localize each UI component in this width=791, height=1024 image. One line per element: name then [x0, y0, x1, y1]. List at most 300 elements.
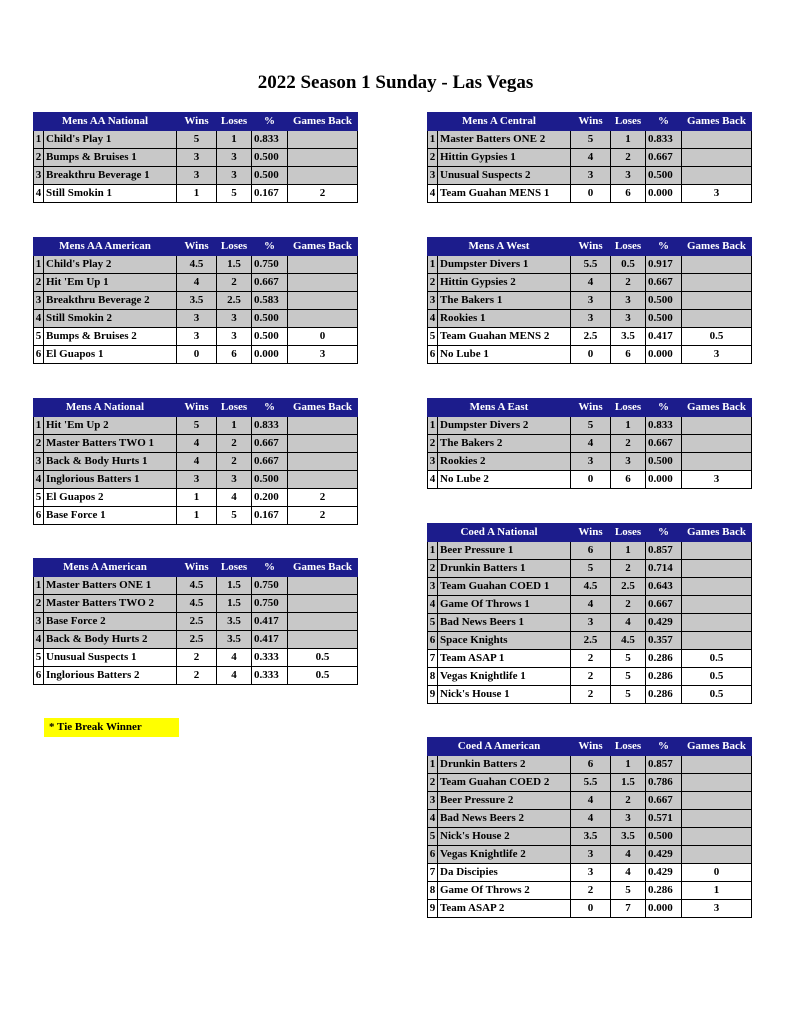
loses-cell: 2	[611, 560, 646, 578]
wins-cell: 3	[177, 167, 217, 185]
pct-cell: 0.500	[252, 471, 288, 489]
games-back-cell: 0.5	[682, 650, 752, 668]
rank-cell: 6	[428, 346, 438, 364]
games-back-cell	[682, 310, 752, 328]
team-cell: Team Guahan COED 2	[438, 774, 571, 792]
loses-header: Loses	[217, 559, 252, 577]
rank-cell: 9	[428, 686, 438, 704]
rank-cell: 4	[428, 810, 438, 828]
games-back-header: Games Back	[288, 559, 358, 577]
pct-cell: 0.833	[252, 131, 288, 149]
rank-cell: 6	[34, 346, 44, 364]
loses-cell: 2	[611, 435, 646, 453]
standings-table	[427, 398, 752, 489]
team-cell: Team ASAP 2	[438, 900, 571, 918]
table-row	[34, 471, 358, 489]
pct-cell: 0.750	[252, 595, 288, 613]
table-row	[34, 613, 358, 631]
pct-cell: 0.500	[252, 310, 288, 328]
rank-cell: 5	[428, 614, 438, 632]
team-cell: Vegas Knightlife 2	[438, 846, 571, 864]
table-row	[34, 595, 358, 613]
loses-cell: 5	[611, 668, 646, 686]
rank-cell: 5	[428, 328, 438, 346]
table-row	[428, 274, 752, 292]
pct-cell: 0.333	[252, 667, 288, 685]
pct-cell: 0.167	[252, 507, 288, 525]
pct-cell: 0.643	[646, 578, 682, 596]
games-back-cell	[682, 542, 752, 560]
standings-table	[33, 398, 358, 525]
loses-cell: 4	[217, 649, 252, 667]
pct-header: %	[252, 238, 288, 256]
team-cell: Master Batters ONE 1	[44, 577, 177, 595]
games-back-cell	[682, 596, 752, 614]
team-cell: Beer Pressure 2	[438, 792, 571, 810]
standings-table	[427, 737, 752, 918]
wins-cell: 2	[177, 649, 217, 667]
pct-header: %	[646, 113, 682, 131]
team-cell: Child's Play 1	[44, 131, 177, 149]
wins-cell: 3.5	[177, 292, 217, 310]
wins-cell: 3	[571, 292, 611, 310]
table-row	[34, 489, 358, 507]
table-row	[428, 471, 752, 489]
table-header-row	[34, 113, 358, 131]
wins-cell: 3	[177, 149, 217, 167]
division-name: Mens A Central	[428, 113, 571, 131]
table-row	[34, 310, 358, 328]
loses-cell: 3	[217, 310, 252, 328]
games-back-cell	[682, 167, 752, 185]
wins-cell: 4.5	[177, 256, 217, 274]
rank-cell: 7	[428, 650, 438, 668]
wins-cell: 1	[177, 185, 217, 203]
games-back-cell: 2	[288, 489, 358, 507]
games-back-cell	[682, 274, 752, 292]
team-cell: Bumps & Bruises 2	[44, 328, 177, 346]
team-cell: Base Force 1	[44, 507, 177, 525]
division-name: Mens AA National	[34, 113, 177, 131]
wins-cell: 3	[571, 614, 611, 632]
games-back-cell	[288, 292, 358, 310]
loses-cell: 2.5	[217, 292, 252, 310]
division-name: Mens A American	[34, 559, 177, 577]
rank-cell: 5	[34, 328, 44, 346]
table-row	[428, 435, 752, 453]
pct-cell: 0.500	[646, 310, 682, 328]
table-row	[428, 149, 752, 167]
table-row	[34, 256, 358, 274]
games-back-cell: 0.5	[288, 667, 358, 685]
games-back-cell	[288, 453, 358, 471]
games-back-header: Games Back	[682, 399, 752, 417]
loses-cell: 4	[217, 667, 252, 685]
pct-cell: 0.667	[252, 435, 288, 453]
games-back-cell	[288, 595, 358, 613]
team-cell: Hittin Gypsies 2	[438, 274, 571, 292]
pct-cell: 0.571	[646, 810, 682, 828]
loses-cell: 1	[611, 542, 646, 560]
table-header-row	[428, 113, 752, 131]
table-row	[428, 167, 752, 185]
games-back-cell	[288, 149, 358, 167]
wins-cell: 2.5	[177, 613, 217, 631]
games-back-cell	[682, 756, 752, 774]
team-cell: Breakthru Beverage 2	[44, 292, 177, 310]
table-row	[34, 167, 358, 185]
pct-cell: 0.750	[252, 256, 288, 274]
table-header-row	[34, 399, 358, 417]
games-back-cell	[682, 614, 752, 632]
rank-cell: 1	[428, 756, 438, 774]
loses-cell: 3	[217, 149, 252, 167]
team-cell: Team ASAP 1	[438, 650, 571, 668]
pct-cell: 0.000	[646, 346, 682, 364]
games-back-header: Games Back	[288, 113, 358, 131]
games-back-cell	[682, 828, 752, 846]
loses-cell: 1.5	[217, 256, 252, 274]
games-back-cell: 1	[682, 882, 752, 900]
page-title: 2022 Season 1 Sunday - Las Vegas	[257, 72, 534, 93]
rank-cell: 1	[34, 131, 44, 149]
games-back-cell: 0.5	[682, 668, 752, 686]
table-row	[428, 131, 752, 149]
team-cell: Team Guahan MENS 2	[438, 328, 571, 346]
team-cell: Beer Pressure 1	[438, 542, 571, 560]
pct-header: %	[252, 559, 288, 577]
pct-cell: 0.500	[646, 453, 682, 471]
wins-cell: 4	[571, 274, 611, 292]
table-row	[428, 614, 752, 632]
rank-cell: 1	[428, 417, 438, 435]
team-cell: No Lube 1	[438, 346, 571, 364]
loses-header: Loses	[217, 238, 252, 256]
pct-cell: 0.286	[646, 686, 682, 704]
rank-cell: 7	[428, 864, 438, 882]
loses-cell: 5	[611, 650, 646, 668]
games-back-cell	[288, 613, 358, 631]
pct-cell: 0.667	[646, 274, 682, 292]
table-row	[428, 578, 752, 596]
table-row	[428, 185, 752, 203]
rank-cell: 2	[428, 149, 438, 167]
division-name: Mens A West	[428, 238, 571, 256]
loses-header: Loses	[217, 113, 252, 131]
table-row	[428, 774, 752, 792]
table-row	[428, 542, 752, 560]
wins-header: Wins	[177, 399, 217, 417]
loses-cell: 3.5	[611, 828, 646, 846]
table-row	[34, 149, 358, 167]
games-back-cell	[682, 632, 752, 650]
pct-cell: 0.500	[646, 167, 682, 185]
table-row	[428, 650, 752, 668]
games-back-cell	[288, 131, 358, 149]
games-back-cell: 3	[288, 346, 358, 364]
pct-cell: 0.200	[252, 489, 288, 507]
loses-cell: 6	[217, 346, 252, 364]
table-row	[428, 292, 752, 310]
pct-cell: 0.786	[646, 774, 682, 792]
loses-header: Loses	[611, 238, 646, 256]
rank-cell: 1	[34, 256, 44, 274]
wins-cell: 2	[571, 668, 611, 686]
team-cell: Nick's House 2	[438, 828, 571, 846]
table-header-row	[428, 738, 752, 756]
loses-cell: 3	[611, 810, 646, 828]
pct-cell: 0.417	[646, 328, 682, 346]
loses-cell: 2.5	[611, 578, 646, 596]
division-name: Mens A East	[428, 399, 571, 417]
wins-cell: 4	[571, 810, 611, 828]
games-back-cell	[682, 578, 752, 596]
rank-cell: 6	[34, 667, 44, 685]
wins-cell: 1	[177, 489, 217, 507]
pct-cell: 0.417	[252, 613, 288, 631]
table-row	[34, 577, 358, 595]
loses-cell: 2	[611, 274, 646, 292]
games-back-cell: 0.5	[682, 328, 752, 346]
loses-header: Loses	[611, 399, 646, 417]
loses-cell: 3.5	[217, 613, 252, 631]
rank-cell: 1	[428, 256, 438, 274]
division-name: Coed A American	[428, 738, 571, 756]
table-row	[428, 256, 752, 274]
games-back-cell	[682, 292, 752, 310]
loses-cell: 3	[611, 292, 646, 310]
table-row	[428, 756, 752, 774]
games-back-cell: 0.5	[682, 686, 752, 704]
team-cell: Back & Body Hurts 1	[44, 453, 177, 471]
wins-header: Wins	[177, 238, 217, 256]
wins-cell: 5.5	[571, 774, 611, 792]
loses-cell: 1.5	[611, 774, 646, 792]
table-row	[428, 882, 752, 900]
pct-header: %	[646, 738, 682, 756]
table-header-row	[34, 559, 358, 577]
games-back-cell: 3	[682, 471, 752, 489]
table-row	[34, 292, 358, 310]
pct-cell: 0.833	[646, 417, 682, 435]
loses-cell: 6	[611, 185, 646, 203]
team-cell: Dumpster Divers 1	[438, 256, 571, 274]
wins-header: Wins	[571, 524, 611, 542]
table-row	[428, 686, 752, 704]
pct-cell: 0.714	[646, 560, 682, 578]
pct-cell: 0.667	[646, 792, 682, 810]
team-cell: Child's Play 2	[44, 256, 177, 274]
table-row	[428, 560, 752, 578]
wins-cell: 4	[571, 596, 611, 614]
team-cell: El Guapos 1	[44, 346, 177, 364]
team-cell: Rookies 1	[438, 310, 571, 328]
games-back-cell: 3	[682, 346, 752, 364]
wins-cell: 3.5	[571, 828, 611, 846]
rank-cell: 6	[428, 846, 438, 864]
pct-cell: 0.286	[646, 668, 682, 686]
table-row	[34, 328, 358, 346]
rank-cell: 3	[34, 292, 44, 310]
loses-header: Loses	[611, 113, 646, 131]
games-back-cell	[682, 810, 752, 828]
games-back-cell	[288, 310, 358, 328]
team-cell: Master Batters TWO 2	[44, 595, 177, 613]
rank-cell: 2	[428, 774, 438, 792]
team-cell: Back & Body Hurts 2	[44, 631, 177, 649]
pct-cell: 0.500	[646, 828, 682, 846]
loses-cell: 5	[611, 882, 646, 900]
rank-cell: 1	[34, 577, 44, 595]
games-back-cell	[682, 792, 752, 810]
table-row	[428, 417, 752, 435]
loses-cell: 2	[611, 149, 646, 167]
pct-cell: 0.667	[646, 149, 682, 167]
rank-cell: 4	[34, 185, 44, 203]
rank-cell: 4	[34, 631, 44, 649]
pct-cell: 0.667	[646, 435, 682, 453]
wins-cell: 3	[571, 167, 611, 185]
table-row	[428, 668, 752, 686]
rank-cell: 9	[428, 900, 438, 918]
team-cell: Inglorious Batters 1	[44, 471, 177, 489]
loses-cell: 3	[611, 453, 646, 471]
wins-cell: 2.5	[177, 631, 217, 649]
games-back-cell	[288, 167, 358, 185]
wins-cell: 4	[177, 435, 217, 453]
table-row	[428, 346, 752, 364]
loses-cell: 2	[217, 274, 252, 292]
standings-table	[33, 237, 358, 364]
wins-cell: 4.5	[177, 577, 217, 595]
pct-cell: 0.500	[252, 149, 288, 167]
rank-cell: 6	[34, 507, 44, 525]
loses-cell: 4	[611, 846, 646, 864]
loses-cell: 7	[611, 900, 646, 918]
wins-cell: 0	[571, 346, 611, 364]
rank-cell: 5	[34, 489, 44, 507]
rank-cell: 2	[428, 435, 438, 453]
team-cell: Hit 'Em Up 1	[44, 274, 177, 292]
games-back-cell	[682, 774, 752, 792]
pct-cell: 0.286	[646, 650, 682, 668]
wins-cell: 4	[571, 435, 611, 453]
wins-header: Wins	[177, 113, 217, 131]
wins-header: Wins	[571, 238, 611, 256]
team-cell: Drunkin Batters 2	[438, 756, 571, 774]
table-row	[428, 632, 752, 650]
rank-cell: 3	[34, 167, 44, 185]
games-back-cell	[288, 274, 358, 292]
pct-cell: 0.333	[252, 649, 288, 667]
rank-cell: 6	[428, 632, 438, 650]
team-cell: Rookies 2	[438, 453, 571, 471]
team-cell: Master Batters ONE 2	[438, 131, 571, 149]
games-back-cell	[682, 435, 752, 453]
loses-cell: 3	[611, 167, 646, 185]
games-back-cell	[288, 417, 358, 435]
wins-cell: 2	[177, 667, 217, 685]
division-name: Mens A National	[34, 399, 177, 417]
table-row	[34, 649, 358, 667]
team-cell: Space Knights	[438, 632, 571, 650]
wins-cell: 1	[177, 507, 217, 525]
team-cell: Vegas Knightlife 1	[438, 668, 571, 686]
loses-cell: 4	[611, 864, 646, 882]
loses-cell: 2	[611, 596, 646, 614]
team-cell: Team Guahan MENS 1	[438, 185, 571, 203]
table-row	[428, 828, 752, 846]
table-row	[428, 792, 752, 810]
loses-header: Loses	[217, 399, 252, 417]
wins-cell: 2.5	[571, 632, 611, 650]
pct-cell: 0.857	[646, 756, 682, 774]
wins-header: Wins	[571, 738, 611, 756]
wins-cell: 5	[571, 417, 611, 435]
loses-cell: 3	[611, 310, 646, 328]
rank-cell: 4	[34, 310, 44, 328]
rank-cell: 4	[428, 471, 438, 489]
rank-cell: 1	[428, 131, 438, 149]
games-back-cell: 2	[288, 507, 358, 525]
pct-header: %	[646, 238, 682, 256]
team-cell: Dumpster Divers 2	[438, 417, 571, 435]
games-back-header: Games Back	[288, 399, 358, 417]
loses-cell: 1	[217, 131, 252, 149]
rank-cell: 4	[428, 310, 438, 328]
wins-cell: 4	[571, 792, 611, 810]
loses-cell: 1	[611, 131, 646, 149]
wins-cell: 0	[571, 471, 611, 489]
games-back-cell: 0.5	[288, 649, 358, 667]
team-cell: Hit 'Em Up 2	[44, 417, 177, 435]
pct-cell: 0.857	[646, 542, 682, 560]
games-back-cell	[682, 149, 752, 167]
loses-cell: 3.5	[611, 328, 646, 346]
wins-cell: 4.5	[571, 578, 611, 596]
pct-cell: 0.833	[252, 417, 288, 435]
rank-cell: 3	[34, 453, 44, 471]
rank-cell: 2	[34, 595, 44, 613]
rank-cell: 5	[34, 649, 44, 667]
rank-cell: 1	[34, 417, 44, 435]
team-cell: Inglorious Batters 2	[44, 667, 177, 685]
games-back-cell: 3	[682, 900, 752, 918]
pct-header: %	[252, 113, 288, 131]
rank-cell: 8	[428, 668, 438, 686]
table-row	[428, 328, 752, 346]
loses-cell: 0.5	[611, 256, 646, 274]
games-back-cell	[288, 256, 358, 274]
loses-cell: 4	[217, 489, 252, 507]
pct-cell: 0.000	[646, 185, 682, 203]
team-cell: Game Of Throws 2	[438, 882, 571, 900]
pct-cell: 0.286	[646, 882, 682, 900]
games-back-cell	[682, 417, 752, 435]
pct-cell: 0.000	[646, 471, 682, 489]
team-cell: Still Smokin 2	[44, 310, 177, 328]
wins-cell: 5.5	[571, 256, 611, 274]
games-back-cell	[288, 471, 358, 489]
loses-cell: 2	[217, 435, 252, 453]
games-back-cell: 3	[682, 185, 752, 203]
team-cell: Nick's House 1	[438, 686, 571, 704]
pct-cell: 0.000	[252, 346, 288, 364]
loses-cell: 2	[217, 453, 252, 471]
pct-cell: 0.417	[252, 631, 288, 649]
table-row	[428, 596, 752, 614]
pct-cell: 0.429	[646, 614, 682, 632]
